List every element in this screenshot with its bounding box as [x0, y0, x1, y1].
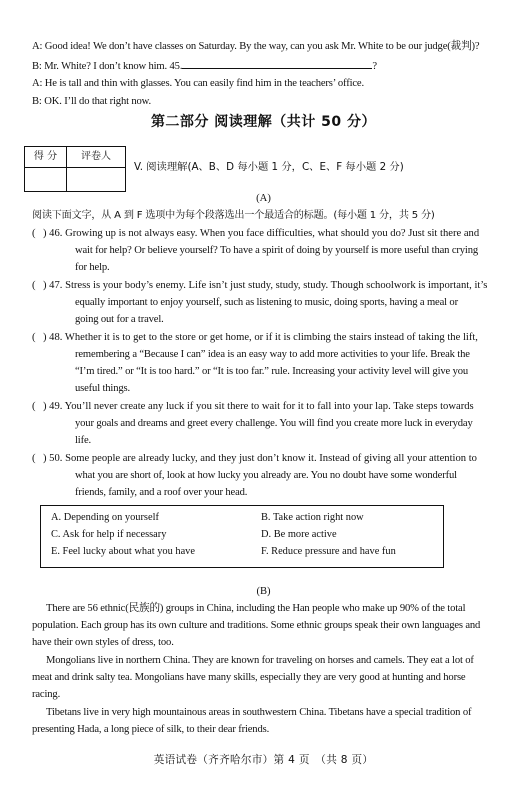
dialogue-line-b1-end: ? [372, 61, 377, 72]
question-line: useful things. [75, 383, 130, 394]
passage-b-line: Mongolians live in northern China. They are known for traveling on horses and camels. They eat a lot of [46, 655, 474, 666]
dialogue-line-a2: A: He is tall and thin with glasses. You can easily find him in the teachers’ office. [32, 78, 364, 89]
dialogue-line-b1 [32, 57, 377, 75]
answer-paren[interactable]: ( [32, 228, 36, 239]
question-line: ) 46. Growing up is not always easy. When you face difficulties, what should you do? Just sit there and [43, 228, 480, 239]
dialogue-line-b2: B: OK. I’ll do that right now. [32, 96, 151, 107]
question-line: ) 50. Some people are already lucky, and they just don’t know it. Instead of giving all your attention to [43, 453, 477, 464]
question-line: going out for a travel. [75, 314, 164, 325]
question-line: equally important to enjoy yourself, such as listening to music, doing sports, having a meal or [75, 297, 458, 308]
answer-paren[interactable]: ( [32, 453, 36, 464]
passage-b-line: There are 56 ethnic(民族的) groups in China, including the Han people who make up 90% of the total [46, 603, 466, 614]
option-a: A. Depending on yourself [51, 512, 159, 523]
section-title: 第二部分 阅读理解（共计 50 分） [150, 114, 377, 130]
question-line: ) 47. Stress is your body’s enemy. Life isn’t just study, study, study. Though schoolwork is important, it’s [43, 280, 488, 291]
grader-label: 评卷人 [81, 151, 111, 162]
question-line: ) 49. You’ll never create any luck if you sit there to wait for it to fall into your lap. Take steps towards [43, 401, 474, 412]
question-line: ) 48. Whether it is to get to the store or get home, or if it is climbing the stairs instead of taking the lift, [43, 332, 478, 343]
question-line: friends, family, and a roof over your head. [75, 487, 248, 498]
passage-b-line: population. Each group has its own culture and traditions. Some ethnic groups speak their own languages and [32, 620, 481, 631]
option-e: E. Feel lucky about what you have [51, 546, 195, 557]
passage-b-line: have their own styles of dress, too. [32, 637, 174, 648]
option-d: D. Be more active [261, 529, 337, 540]
answer-paren[interactable]: ( [32, 280, 36, 291]
dialogue-line-b1-text: B: Mr. White? I don’t know him. 45. [32, 61, 183, 72]
answer-paren[interactable]: ( [32, 332, 36, 343]
option-b: B. Take action right now [261, 512, 364, 523]
question-line: “I’m tired.” or “It is too hard.” or “It is too far.” rule. Increasing your activity level will give you [75, 366, 469, 377]
question-line: remembering a “Because I can” idea is an easy way to add more activities to your life. Break the [75, 349, 470, 360]
page-footer: 英语试卷（齐齐哈尔市）第 4 页 （共 8 页） [153, 754, 374, 766]
question-line: your goals and dreams and greet every challenge. You will find you create more luck in everyday [75, 418, 473, 429]
option-f: F. Reduce pressure and have fun [261, 546, 396, 557]
passage-b-line: Tibetans live in very high mountainous areas in southwestern China. Tibetans have a special tradition of [46, 707, 472, 718]
passage-b-label: (B) [256, 586, 271, 597]
passage-b-line: meat and drink salty tea. Mongolians have many skills, especially they are very good at hunting and horse [32, 672, 466, 683]
answer-blank-45[interactable] [182, 57, 372, 69]
answer-paren[interactable]: ( [32, 401, 36, 412]
passage-a-label: (A) [256, 193, 271, 204]
dialogue-line-a1: A: Good idea! We don’t have classes on Saturday. By the way, can you ask Mr. White to be our judge(裁判)? [32, 41, 480, 52]
score-label: 得 分 [33, 151, 58, 162]
options-box [40, 505, 444, 568]
question-line: what you are short of, look at how lucky you already are. You no doubt have some wonderful [75, 470, 457, 481]
passage-a-instruction: 阅读下面文字，从 A 到 F 选项中为每个段落选出一个最适合的标题。(每小题 1 分，共 5 分) [32, 210, 435, 221]
score-box-divider-h [25, 167, 125, 168]
score-box [24, 146, 126, 192]
passage-b-line: presenting Hada, a long piece of silk, to their dear friends. [32, 724, 270, 735]
question-line: wait for help? Or believe yourself? To have a spirit of doing by yourself is more useful than crying [75, 245, 478, 256]
question-line: for help. [75, 262, 110, 273]
part-v-instruction: V. 阅读理解(A、B、D 每小题 1 分，C、E、F 每小题 2 分) [134, 161, 404, 173]
question-line: life. [75, 435, 92, 446]
option-c: C. Ask for help if necessary [51, 529, 167, 540]
passage-b-line: racing. [32, 689, 61, 700]
